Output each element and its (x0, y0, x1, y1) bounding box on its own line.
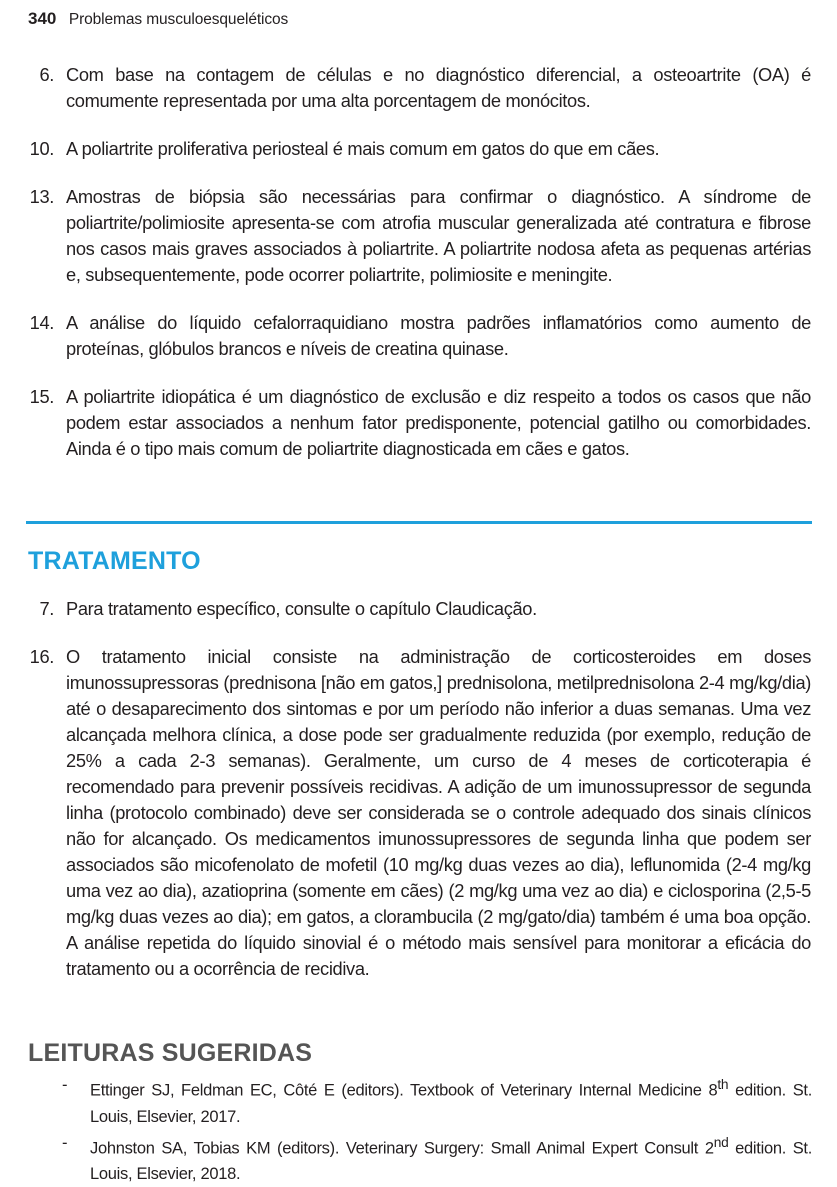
item-number: 13. (26, 184, 54, 210)
item-number: 7. (28, 596, 54, 622)
item-text: Amostras de biópsia são necessárias para confirmar o diagnóstico. A síndrome de poliartrite/polimiosite apresenta-se com atrofia muscular generalizada até contratura e fibrose nos casos mais graves associados à poliartrite. A poliartrite nodosa afeta as pequenas artérias e, subsequentemente, pode ocorrer poliartrite, polimiosite e meningite. (66, 186, 811, 285)
item-text: A análise do líquido cefalorraquidiano mostra padrões inflamatórios como aumento de proteínas, glóbulos brancos e níveis de creatina quinase. (66, 312, 811, 359)
reference-list (62, 1072, 812, 1187)
item-text: A poliartrite proliferativa periosteal é mais comum em gatos do que em cães. (66, 138, 659, 159)
item-text: Com base na contagem de células e no diagnóstico diferencial, a osteoartrite (OA) é comumente representada por uma alta porcentagem de monócitos. (66, 64, 811, 111)
item-text: A poliartrite idiopática é um diagnóstico de exclusão e diz respeito a todos os casos que não podem estar associados a nenhum fator predisponente, potencial gatilho ou comorbidades. Ainda é o tipo mais comum de poliartrite diagnosticada em cães e gatos. (66, 386, 811, 459)
suggested-reading-heading: LEITURAS SUGERIDAS (28, 1039, 312, 1068)
item-number: 14. (26, 310, 54, 336)
item-number: 6. (28, 62, 54, 88)
list-item (28, 596, 811, 622)
list-item (28, 136, 811, 162)
treatment-list (28, 596, 811, 1004)
chapter-title: Problemas musculoesqueléticos (69, 11, 288, 28)
reference-text-end: edition. St. Louis, Elsevier, 2018. (90, 1139, 812, 1183)
item-number: 10. (26, 136, 54, 162)
list-item (28, 62, 811, 114)
item-text: Para tratamento específico, consulte o capítulo Claudicação. (66, 598, 537, 619)
section-divider (26, 521, 812, 524)
answers-list (28, 62, 811, 484)
reference-superscript: th (717, 1077, 728, 1092)
item-number: 15. (26, 384, 54, 410)
reference-item (62, 1130, 812, 1187)
item-number: 16. (26, 644, 54, 670)
reference-item (62, 1072, 812, 1130)
reference-superscript: nd (714, 1135, 729, 1150)
list-item (28, 384, 811, 462)
page-number: 340 (28, 9, 56, 28)
reference-text: Johnston SA, Tobias KM (editors). Veterinary Surgery: Small Animal Expert Consult 2 (90, 1139, 714, 1157)
treatment-heading: TRATAMENTO (28, 547, 201, 576)
reference-text: Ettinger SJ, Feldman EC, Côté E (editors). Textbook of Veterinary Internal Medicine 8 (90, 1082, 717, 1100)
running-header (28, 9, 288, 29)
list-item (28, 644, 811, 982)
list-item (28, 184, 811, 288)
item-text: O tratamento inicial consiste na administração de corticosteroides em doses imunossupressoras (prednisona [não em gatos,] prednisolona, metilprednisolona 2-4 mg/kg/dia) até o desaparecimento dos sintomas e por um período não inferior a duas semanas. Uma vez alcançada melhora clínica, a dose pode ser gradualmente reduzida (por exemplo, redução de 25% a cada 2-3 semanas). Geralmente, um curso de 4 meses de corticoterapia é recomendado para prevenir possíveis recidivas. A adição de um imunossupressor de segunda linha (protocolo combinado) deve ser considerada se o controle adequado dos sinais clínicos não for alcançado. Os medicamentos imunossupressores de segunda linha que podem ser associados são micofenolato de mofetil (10 mg/kg duas vezes ao dia), leflunomida (2-4 mg/kg uma vez ao dia), azatioprina (somente em cães) (2 mg/kg uma vez ao dia) e ciclosporina (2,5-5 mg/kg duas vezes ao dia); em gatos, a clorambucila (2 mg/gato/dia) também é uma boa opção. A análise repetida do líquido sinovial é o método mais sensível para monitorar a eficácia do tratamento ou a ocorrência de recidiva. (66, 646, 811, 979)
reference-text-end: edition. St. Louis, Elsevier, 2017. (90, 1082, 812, 1126)
reference-dash: - (62, 1072, 67, 1098)
reference-dash: - (62, 1130, 67, 1156)
list-item (28, 310, 811, 362)
